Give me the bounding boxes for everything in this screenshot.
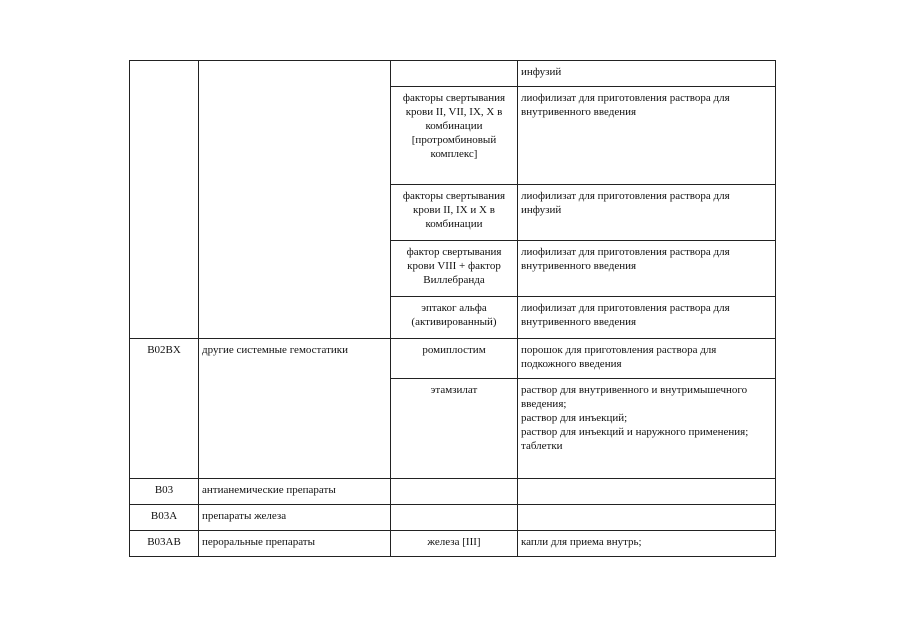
- table-row: [130, 339, 776, 379]
- table-row: [130, 61, 776, 87]
- inn-cell: факторы свертывания крови II, IX и X в комбинации: [391, 185, 518, 241]
- dosage-form-cell: лиофилизат для приготовления раствора для внутривенного введения: [518, 241, 776, 297]
- group-name-cell: препараты железа: [199, 505, 391, 531]
- table-row: [130, 531, 776, 557]
- group-name-cell: другие системные гемостатики: [199, 339, 391, 479]
- group-name-cell: антианемические препараты: [199, 479, 391, 505]
- table-row: [130, 505, 776, 531]
- dosage-form-cell: лиофилизат для приготовления раствора для инфузий: [518, 185, 776, 241]
- dosage-form-cell: инфузий: [518, 61, 776, 87]
- atc-code-cell: B02BX: [130, 339, 199, 479]
- inn-cell: железа [III]: [391, 531, 518, 557]
- atc-code-cell: B03: [130, 479, 199, 505]
- atc-code-cell: B03AB: [130, 531, 199, 557]
- inn-cell: ромиплостим: [391, 339, 518, 379]
- dosage-form-cell: [518, 479, 776, 505]
- group-name-cell: пероральные препараты: [199, 531, 391, 557]
- table-row: [130, 479, 776, 505]
- drug-table: [129, 60, 776, 557]
- inn-cell: факторы свертывания крови II, VII, IX, X в комбинации [протромбиновый комплекс]: [391, 87, 518, 185]
- dosage-form-cell: раствор для внутривенного и внутримышечного введения; раствор для инъекций; раствор для инъекций и наружного применения; таблетки: [518, 379, 776, 479]
- inn-cell: фактор свертывания крови VIII + фактор Виллебранда: [391, 241, 518, 297]
- atc-code-cell: B03A: [130, 505, 199, 531]
- dosage-form-cell: лиофилизат для приготовления раствора для внутривенного введения: [518, 87, 776, 185]
- dosage-form-cell: порошок для приготовления раствора для подкожного введения: [518, 339, 776, 379]
- inn-cell: [391, 61, 518, 87]
- inn-cell: эптаког альфа (активированный): [391, 297, 518, 339]
- inn-cell: [391, 505, 518, 531]
- dosage-form-cell: капли для приема внутрь;: [518, 531, 776, 557]
- dosage-form-cell: [518, 505, 776, 531]
- dosage-form-cell: лиофилизат для приготовления раствора для внутривенного введения: [518, 297, 776, 339]
- atc-code-cell: [130, 61, 199, 339]
- inn-cell: [391, 479, 518, 505]
- inn-cell: этамзилат: [391, 379, 518, 479]
- group-name-cell: [199, 61, 391, 339]
